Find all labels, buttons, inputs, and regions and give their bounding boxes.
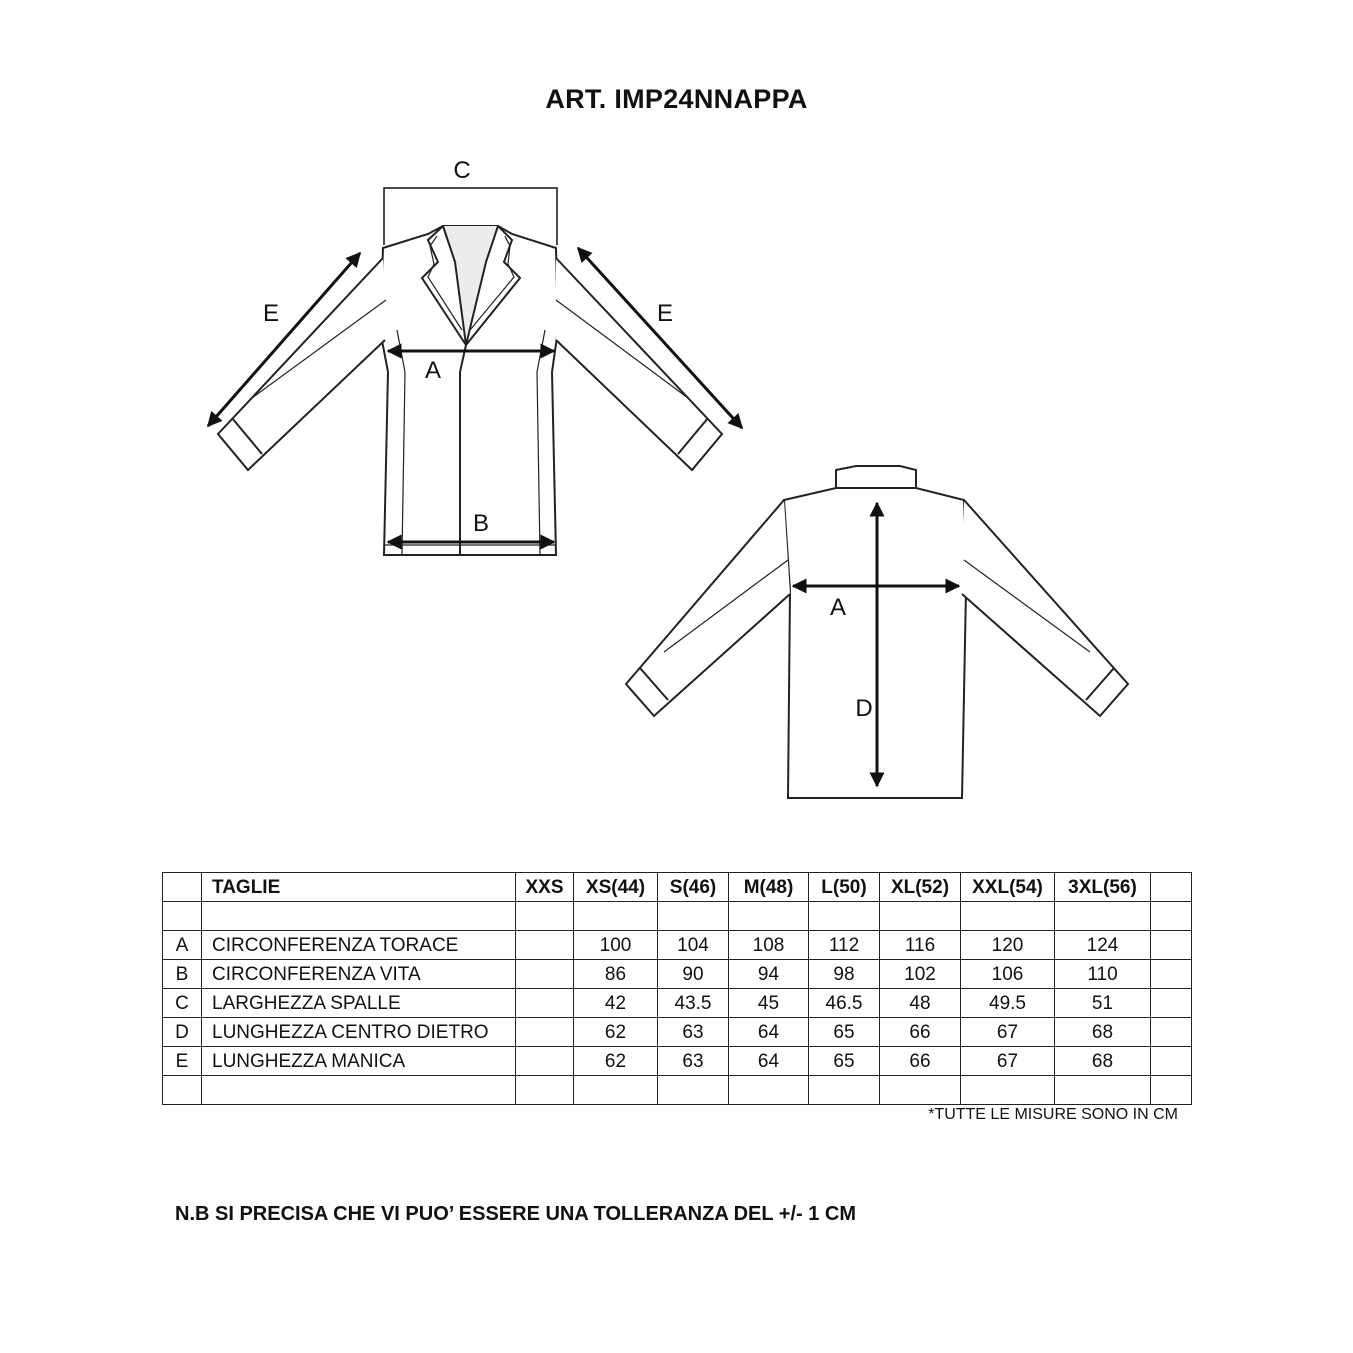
table-row bbox=[163, 931, 1192, 960]
tolerance-note: N.B SI PRECISA CHE VI PUO’ ESSERE UNA TOLLERANZA DEL +/- 1 CM bbox=[175, 1203, 857, 1225]
table-spacer-row bbox=[163, 1076, 1192, 1105]
table-row bbox=[163, 989, 1192, 1018]
row-code: E bbox=[163, 1047, 202, 1076]
label-e-left: E bbox=[262, 300, 280, 327]
cell: 64 bbox=[729, 1018, 809, 1047]
cell bbox=[516, 1047, 574, 1076]
cell: 62 bbox=[574, 1018, 658, 1047]
cell: 86 bbox=[574, 960, 658, 989]
row-code: A bbox=[163, 931, 202, 960]
cell: 45 bbox=[729, 989, 809, 1018]
cell: 65 bbox=[809, 1018, 880, 1047]
table-row bbox=[163, 1018, 1192, 1047]
cell: 108 bbox=[729, 931, 809, 960]
header-size: L(50) bbox=[809, 873, 880, 902]
label-d: D bbox=[855, 695, 873, 722]
header-size: XL(52) bbox=[880, 873, 961, 902]
cell: 102 bbox=[880, 960, 961, 989]
cell: 62 bbox=[574, 1047, 658, 1076]
cell bbox=[516, 989, 574, 1018]
cell: 116 bbox=[880, 931, 961, 960]
label-c: C bbox=[453, 157, 471, 184]
cell: 48 bbox=[880, 989, 961, 1018]
cell: 106 bbox=[961, 960, 1055, 989]
cell: 68 bbox=[1055, 1018, 1151, 1047]
row-code: D bbox=[163, 1018, 202, 1047]
row-code: B bbox=[163, 960, 202, 989]
row-label: LUNGHEZZA CENTRO DIETRO bbox=[202, 1018, 516, 1047]
row-label: CIRCONFERENZA VITA bbox=[202, 960, 516, 989]
header-size: S(46) bbox=[658, 873, 729, 902]
cell bbox=[516, 1018, 574, 1047]
label-a-back: A bbox=[829, 594, 847, 621]
cell bbox=[516, 931, 574, 960]
cell: 112 bbox=[809, 931, 880, 960]
front-jacket-illustration bbox=[218, 226, 722, 555]
header-size: M(48) bbox=[729, 873, 809, 902]
label-a-front: A bbox=[424, 357, 442, 384]
cell: 100 bbox=[574, 931, 658, 960]
table-row bbox=[163, 960, 1192, 989]
cell: 43.5 bbox=[658, 989, 729, 1018]
header-size: XS(44) bbox=[574, 873, 658, 902]
cell: 65 bbox=[809, 1047, 880, 1076]
cell: 42 bbox=[574, 989, 658, 1018]
row-code: C bbox=[163, 989, 202, 1018]
units-note: *TUTTE LE MISURE SONO IN CM bbox=[928, 1106, 1178, 1123]
label-e-right: E bbox=[656, 300, 674, 327]
cell: 110 bbox=[1055, 960, 1151, 989]
table-row bbox=[163, 1047, 1192, 1076]
row-label: LUNGHEZZA MANICA bbox=[202, 1047, 516, 1076]
header-size: XXS bbox=[516, 873, 574, 902]
cell: 104 bbox=[658, 931, 729, 960]
cell: 63 bbox=[658, 1047, 729, 1076]
label-b: B bbox=[472, 510, 490, 537]
row-label: LARGHEZZA SPALLE bbox=[202, 989, 516, 1018]
cell: 68 bbox=[1055, 1047, 1151, 1076]
cell bbox=[516, 960, 574, 989]
header-size: 3XL(56) bbox=[1055, 873, 1151, 902]
table-header-row bbox=[163, 873, 1192, 902]
cell: 90 bbox=[658, 960, 729, 989]
cell: 98 bbox=[809, 960, 880, 989]
cell: 94 bbox=[729, 960, 809, 989]
size-chart-table bbox=[162, 872, 1192, 1105]
cell: 67 bbox=[961, 1018, 1055, 1047]
header-size: XXL(54) bbox=[961, 873, 1055, 902]
cell: 66 bbox=[880, 1018, 961, 1047]
table-spacer-row bbox=[163, 902, 1192, 931]
cell: 120 bbox=[961, 931, 1055, 960]
page-title: ART. IMP24NNAPPA bbox=[545, 84, 808, 114]
cell: 124 bbox=[1055, 931, 1151, 960]
cell: 49.5 bbox=[961, 989, 1055, 1018]
header-taglie: TAGLIE bbox=[202, 873, 516, 902]
cell: 66 bbox=[880, 1047, 961, 1076]
row-label: CIRCONFERENZA TORACE bbox=[202, 931, 516, 960]
cell: 46.5 bbox=[809, 989, 880, 1018]
cell: 63 bbox=[658, 1018, 729, 1047]
cell: 67 bbox=[961, 1047, 1055, 1076]
cell: 64 bbox=[729, 1047, 809, 1076]
cell: 51 bbox=[1055, 989, 1151, 1018]
